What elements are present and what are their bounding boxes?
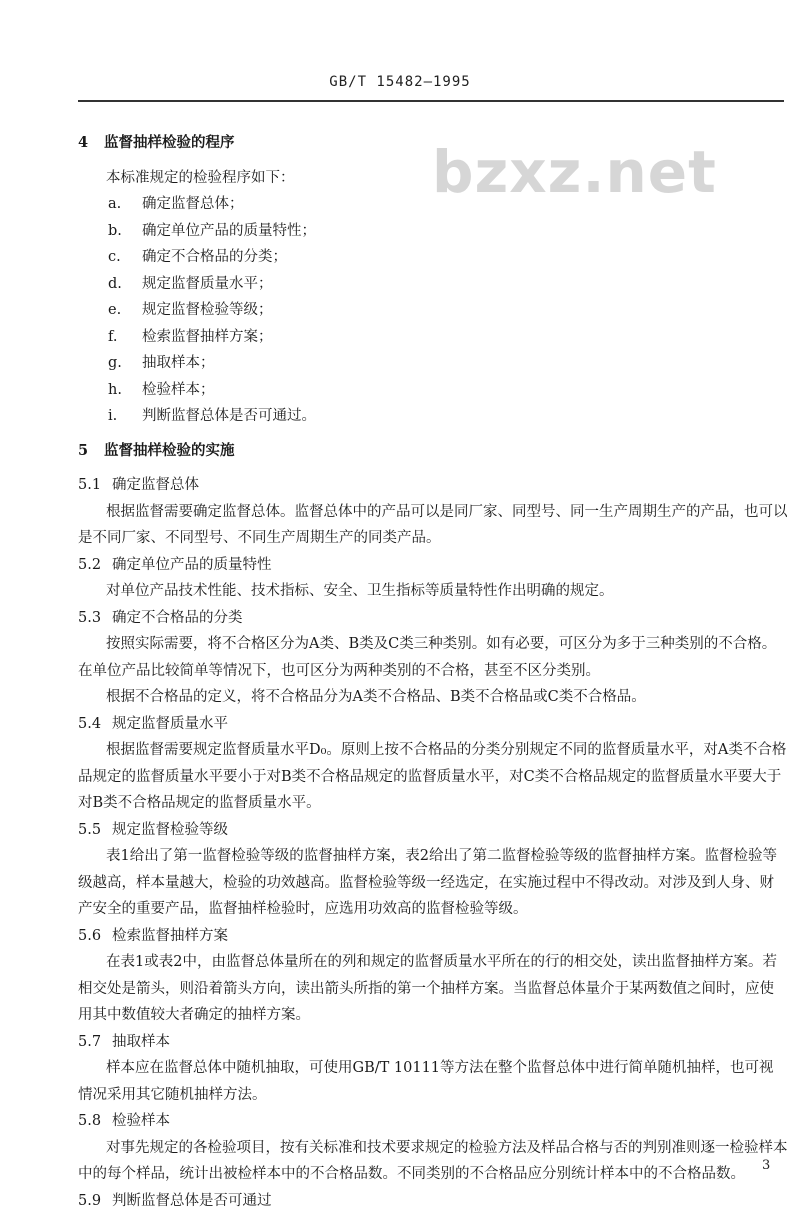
subsection-number: 5.7: [78, 1029, 112, 1056]
subsection-title: 检索监督抽样方案: [112, 928, 228, 944]
subsection-number: 5.5: [78, 817, 112, 844]
subsection-5-8-text: 对事先规定的各检验项目，按有关标准和技术要求规定的检验方法及样品合格与否的判别准则逐一检验样本中的每个样品，统计出被检样本中的不合格品数。不同类别的不合格品应分别统计样本中的不合格品数。: [78, 1135, 788, 1188]
subsection-title: 确定监督总体: [112, 477, 199, 493]
section-title: 监督抽样检验的实施: [104, 442, 235, 459]
item-text: 抽取样本；: [142, 355, 215, 371]
subsection-number: 5.3: [78, 605, 112, 632]
section-number: 4: [78, 130, 104, 157]
list-item: [78, 191, 788, 218]
list-item: [78, 377, 788, 404]
item-label: a.: [108, 191, 142, 218]
subsection-5-5-heading: [78, 817, 788, 844]
subsection-number: 5.8: [78, 1108, 112, 1135]
subsection-5-3-text: 按照实际需要，将不合格区分为A类、B类及C类三种类别。如有必要，可区分为多于三种类别的不合格。在单位产品比较简单等情况下，也可区分为两种类别的不合格，甚至不区分类别。: [78, 631, 788, 684]
subsection-title: 确定不合格品的分类: [112, 610, 243, 626]
item-text: 判断监督总体是否可通过。: [142, 408, 316, 424]
list-item: [78, 244, 788, 271]
item-text: 检验样本；: [142, 382, 215, 398]
subsection-5-7-text: 样本应在监督总体中随机抽取，可使用GB/T 10111等方法在整个监督总体中进行简单随机抽样，也可视情况采用其它随机抽样方法。: [78, 1055, 788, 1108]
subsection-5-5-text: 表1给出了第一监督检验等级的监督抽样方案，表2给出了第二监督检验等级的监督抽样方案。监督检验等级越高，样本量越大，检验的功效越高。监督检验等级一经选定，在实施过程中不得改动。对涉及到人身、财产安全的重要产品，监督抽样检验时，应选用功效高的监督检验等级。: [78, 843, 788, 923]
subsection-number: 5.6: [78, 923, 112, 950]
section-title: 监督抽样检验的程序: [104, 134, 235, 151]
list-item: [78, 271, 788, 298]
page-number: 3: [762, 1158, 770, 1173]
subsection-title: 抽取样本: [112, 1034, 170, 1050]
subsection-title: 检验样本: [112, 1113, 170, 1129]
item-label: g.: [108, 350, 142, 377]
item-text: 确定监督总体；: [142, 196, 244, 212]
item-label: i.: [108, 403, 142, 430]
subsection-5-1-text: 根据监督需要确定监督总体。监督总体中的产品可以是同厂家、同型号、同一生产周期生产的产品，也可以是不同厂家、不同型号、不同生产周期生产的同类产品。: [78, 499, 788, 552]
subsection-title: 规定监督质量水平: [112, 716, 228, 732]
subsection-5-6-text: 在表1或表2中，由监督总体量所在的列和规定的监督质量水平所在的行的相交处，读出监督抽样方案。若相交处是箭头，则沿着箭头方向，读出箭头所指的第一个抽样方案。当监督总体量介于某两数值之间时，应使用其中数值较大者确定的抽样方案。: [78, 949, 788, 1029]
list-item: [78, 297, 788, 324]
subsection-5-1-heading: [78, 472, 788, 499]
item-label: c.: [108, 244, 142, 271]
subsection-5-9-heading: [78, 1188, 788, 1214]
section-5-heading: [78, 438, 788, 465]
subsection-5-2-heading: [78, 552, 788, 579]
list-item: [78, 350, 788, 377]
list-item: [78, 324, 788, 351]
document-body: [78, 128, 788, 1214]
procedure-list: [78, 191, 788, 430]
standard-code-header: GB/T 15482—1995: [0, 74, 800, 90]
list-item: [78, 218, 788, 245]
item-text: 规定监督检验等级；: [142, 302, 273, 318]
item-text: 确定不合格品的分类；: [142, 249, 287, 265]
item-label: h.: [108, 377, 142, 404]
subsection-number: 5.9: [78, 1188, 112, 1214]
section-4-heading: [78, 130, 788, 157]
subsection-number: 5.1: [78, 472, 112, 499]
item-label: e.: [108, 297, 142, 324]
subsection-number: 5.4: [78, 711, 112, 738]
item-text: 规定监督质量水平；: [142, 276, 273, 292]
subsection-5-3-heading: [78, 605, 788, 632]
item-label: d.: [108, 271, 142, 298]
subsection-5-6-heading: [78, 923, 788, 950]
subsection-5-3-text: 根据不合格品的定义，将不合格品分为A类不合格品、B类不合格品或C类不合格品。: [78, 684, 788, 711]
subsection-title: 规定监督检验等级: [112, 822, 228, 838]
section-4-intro: 本标准规定的检验程序如下：: [78, 165, 788, 192]
header-rule: [78, 100, 784, 102]
subsection-5-7-heading: [78, 1029, 788, 1056]
subsection-title: 判断监督总体是否可通过: [112, 1193, 272, 1209]
subsection-5-2-text: 对单位产品技术性能、技术指标、安全、卫生指标等质量特性作出明确的规定。: [78, 578, 788, 605]
section-number: 5: [78, 438, 104, 465]
subsection-number: 5.2: [78, 552, 112, 579]
subsection-5-4-heading: [78, 711, 788, 738]
item-text: 检索监督抽样方案；: [142, 329, 273, 345]
item-label: b.: [108, 218, 142, 245]
subsection-5-8-heading: [78, 1108, 788, 1135]
item-label: f.: [108, 324, 142, 351]
subsection-5-4-text: 根据监督需要规定监督质量水平D₀。原则上按不合格品的分类分别规定不同的监督质量水平，对A类不合格品规定的监督质量水平要小于对B类不合格品规定的监督质量水平，对C类不合格品规定的监督质量水平要大于对B类不合格品规定的监督质量水平。: [78, 737, 788, 817]
list-item: [78, 403, 788, 430]
item-text: 确定单位产品的质量特性；: [142, 223, 316, 239]
subsection-title: 确定单位产品的质量特性: [112, 557, 272, 573]
watermark-logo: bzxz.net: [432, 138, 717, 206]
